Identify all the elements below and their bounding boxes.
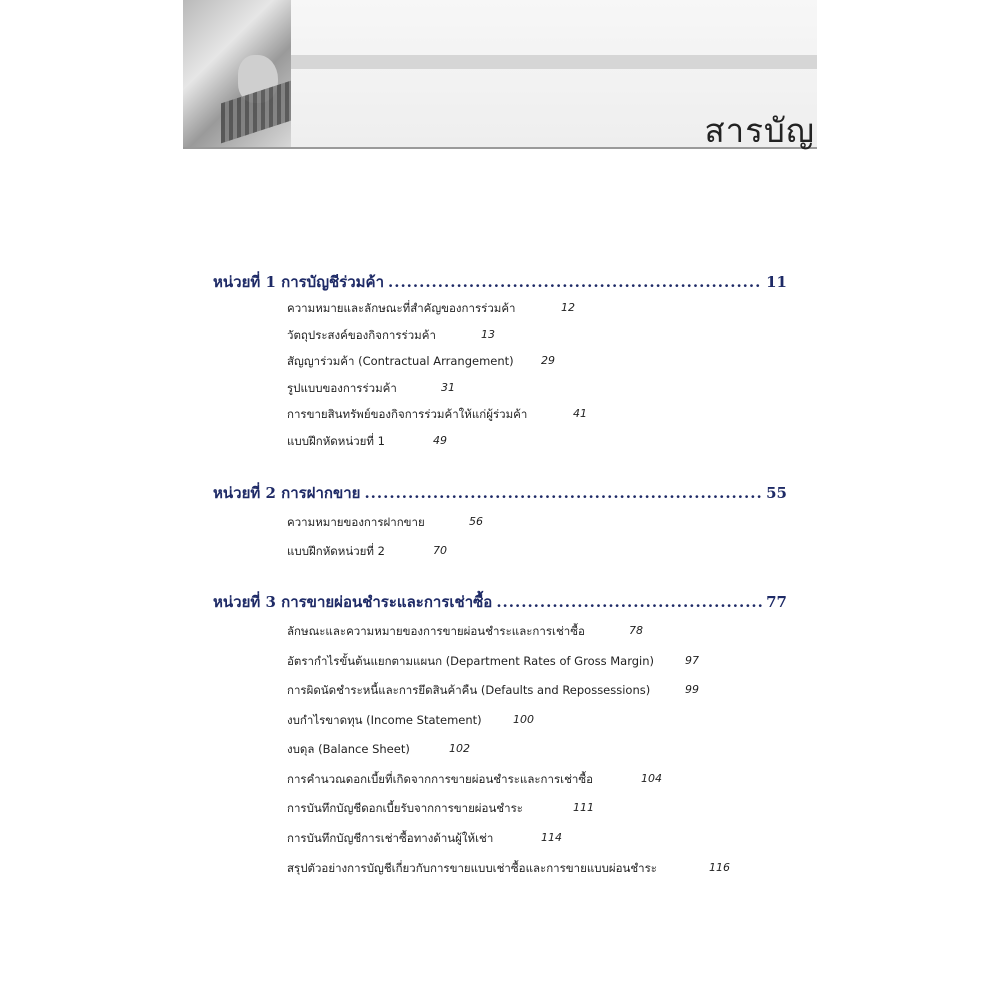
toc-entry[interactable]: วัตถุประสงค์ของกิจการร่วมค้า bbox=[287, 328, 436, 342]
toc-page-number: 97 bbox=[685, 654, 699, 667]
toc-entry[interactable]: การผิดนัดชำระหนี้และการยึดสินค้าคืน (Defaults and Repossessions) bbox=[287, 683, 651, 697]
toc-page-number: 49 bbox=[433, 434, 447, 447]
unit-heading-2[interactable] bbox=[213, 481, 787, 505]
toc-entry[interactable]: แบบฝึกหัดหน่วยที่ 1 bbox=[287, 434, 385, 448]
toc-page-number: 100 bbox=[513, 713, 534, 726]
toc-page-number: 78 bbox=[629, 624, 643, 637]
toc-entry[interactable]: ความหมายของการฝากขาย bbox=[287, 515, 425, 529]
toc-page-number: 41 bbox=[573, 407, 587, 420]
toc-page-number: 111 bbox=[573, 801, 594, 814]
toc-entry[interactable]: การคำนวณดอกเบี้ยที่เกิดจากการขายผ่อนชำระและการเช่าซื้อ bbox=[287, 772, 594, 786]
unit-title: หน่วยที่ 3 การขายผ่อนชำระและการเช่าซื้อ bbox=[213, 593, 493, 611]
keyboard-photo bbox=[183, 0, 291, 148]
toc-entry[interactable]: รูปแบบของการร่วมค้า bbox=[287, 381, 397, 395]
unit-heading-3[interactable] bbox=[213, 590, 787, 614]
toc-entry[interactable]: การบันทึกบัญชีดอกเบี้ยรับจากการขายผ่อนชำระ bbox=[287, 801, 523, 815]
toc-entry[interactable]: แบบฝึกหัดหน่วยที่ 2 bbox=[287, 544, 385, 558]
toc-entry[interactable]: อัตรากำไรขั้นต้นแยกตามแผนก (Department Rates of Gross Margin) bbox=[287, 654, 655, 668]
toc-page-number: 104 bbox=[641, 772, 662, 785]
toc-entry[interactable]: สัญญาร่วมค้า (Contractual Arrangement) bbox=[287, 354, 514, 368]
toc-entry[interactable]: งบกำไรขาดทุน (Income Statement) bbox=[287, 713, 482, 727]
unit-page: 11 bbox=[766, 273, 787, 291]
unit-page: 77 bbox=[766, 593, 787, 611]
toc-page-number: 102 bbox=[449, 742, 470, 755]
toc-page-number: 116 bbox=[709, 861, 730, 874]
unit-title: หน่วยที่ 1 การบัญชีร่วมค้า bbox=[213, 273, 384, 291]
leader-dots bbox=[364, 484, 762, 502]
toc-page-number: 70 bbox=[433, 544, 447, 557]
toc-entry[interactable]: ลักษณะและความหมายของการขายผ่อนชำระและการเช่าซื้อ bbox=[287, 624, 585, 638]
page-title: สารบัญ bbox=[704, 111, 815, 150]
unit-heading-1[interactable] bbox=[213, 270, 787, 294]
toc-page-number: 56 bbox=[469, 515, 483, 528]
toc-page-number: 12 bbox=[561, 301, 575, 314]
unit-title: หน่วยที่ 2 การฝากขาย bbox=[213, 484, 361, 502]
leader-dots bbox=[388, 273, 762, 291]
toc-page-number: 114 bbox=[541, 831, 562, 844]
toc-page-number: 29 bbox=[541, 354, 555, 367]
toc-entry[interactable]: การขายสินทรัพย์ของกิจการร่วมค้าให้แก่ผู้ร่วมค้า bbox=[287, 407, 528, 421]
toc-entry[interactable]: ความหมายและลักษณะที่สำคัญของการร่วมค้า bbox=[287, 301, 516, 315]
leader-dots bbox=[496, 593, 762, 611]
toc-entry[interactable]: การบันทึกบัญชีการเช่าซื้อทางด้านผู้ให้เช่า bbox=[287, 831, 494, 845]
toc-page-number: 99 bbox=[685, 683, 699, 696]
toc-page-number: 31 bbox=[441, 381, 455, 394]
unit-page: 55 bbox=[766, 484, 787, 502]
toc-page-number: 13 bbox=[481, 328, 495, 341]
toc-entry[interactable]: งบดุล (Balance Sheet) bbox=[287, 742, 410, 756]
toc-entry[interactable]: สรุปตัวอย่างการบัญชีเกี่ยวกับการขายแบบเช่าซื้อและการขายแบบผ่อนชำระ bbox=[287, 861, 657, 875]
